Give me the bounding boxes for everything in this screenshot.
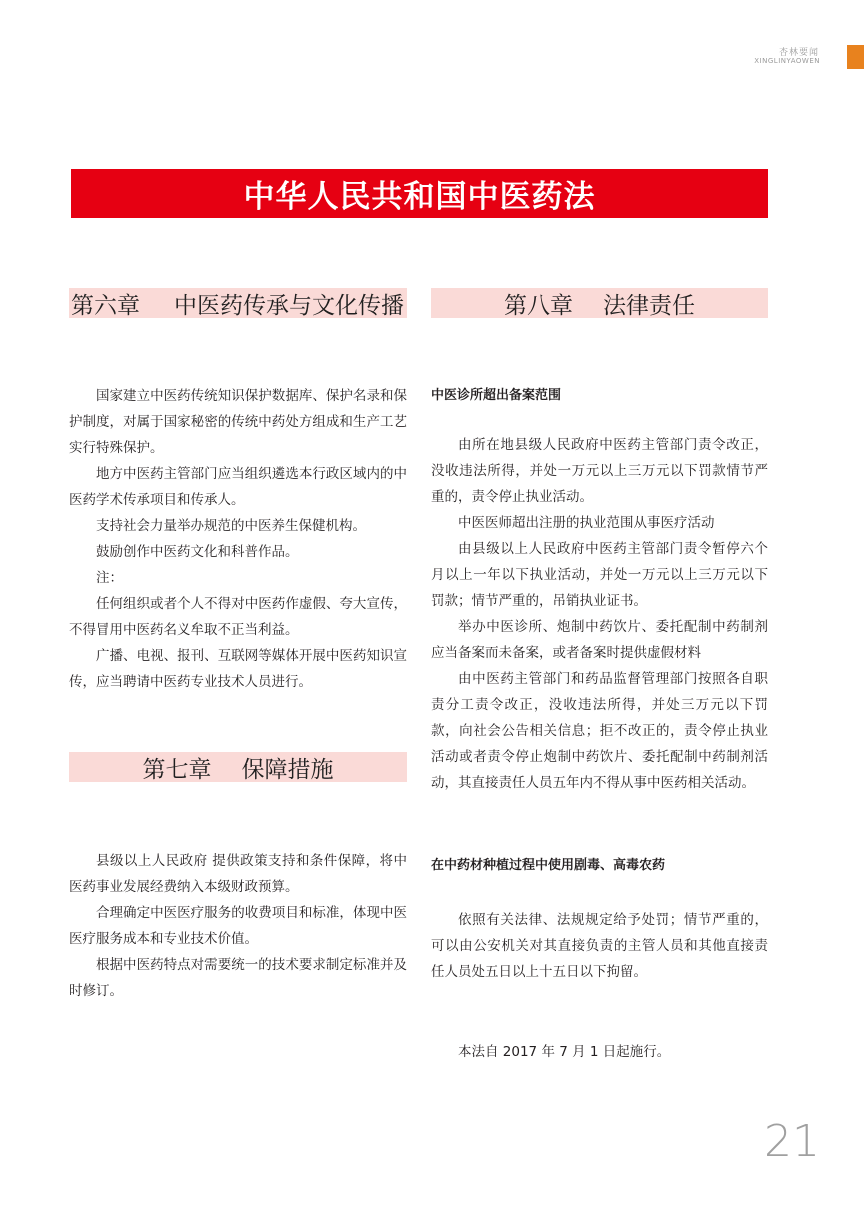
chapter7-heading — [69, 752, 407, 782]
chapter8-paragraph: 中医医师超出注册的执业范围从事医疗活动 — [458, 515, 715, 531]
section-brand-en: XINGLINYAOWEN — [754, 57, 820, 65]
chapter7-number: 第七章 — [142, 756, 212, 783]
chapter8-title: 法律责任 — [603, 292, 695, 319]
chapter6-heading — [69, 288, 407, 318]
chapter7-paragraph: 县级以上人民政府 提供政策支持和条件保障，将中医药事业发展经费纳入本级财政预算。 — [69, 853, 407, 895]
chapter7-paragraph: 合理确定中医医疗服务的收费项目和标准，体现中医医疗服务成本和专业技术价值。 — [69, 905, 407, 947]
section-tab-marker — [847, 45, 864, 69]
title-banner — [71, 169, 768, 218]
chapter8-closing — [431, 1039, 768, 1065]
chapter8-heading — [431, 288, 768, 318]
chapter6-body — [69, 383, 407, 695]
chapter6-number: 第六章 — [71, 292, 140, 319]
chapter7-title: 保障措施 — [241, 756, 334, 783]
chapter6-paragraph: 鼓励创作中医药文化和科普作品。 — [96, 544, 299, 560]
page-number: 21 — [764, 1116, 820, 1167]
chapter8-number: 第八章 — [504, 292, 573, 319]
chapter7-body — [69, 848, 407, 1004]
page-title: 中华人民共和国中医药法 — [243, 179, 596, 215]
chapter6-note-label: 注： — [96, 570, 123, 586]
chapter8-paragraph: 由县级以上人民政府中医药主管部门责令暂停六个月以上一年以下执业活动，并处一万元以上三万元以下罚款；情节严重的，吊销执业证书。 — [431, 541, 768, 609]
chapter7-paragraph: 根据中医药特点对需要统一的技术要求制定标准并及时修订。 — [69, 957, 407, 999]
chapter6-paragraph: 国家建立中医药传统知识保护数据库、保护名录和保护制度，对属于国家秘密的传统中药处方组成和生产工艺实行特殊保护。 — [69, 388, 407, 456]
chapter8-body — [431, 432, 768, 796]
chapter8-subheading-text: 中医诊所超出备案范围 — [431, 388, 562, 403]
chapter8-paragraph: 由中医药主管部门和药品监督管理部门按照各自职责分工责令改正，没收违法所得，并处三万元以下罚款，向社会公告相关信息；拒不改正的，责令停止执业活动或者责令停止炮制中药饮片、委托配制中药制剂活动，其直接责任人员五年内不得从事中医药相关活动。 — [431, 671, 768, 791]
chapter8-body-2 — [431, 907, 768, 985]
chapter8-paragraph: 依照有关法律、法规规定给予处罚；情节严重的，可以由公安机关对其直接负责的主管人员和其他直接责任人员处五日以上十五日以下拘留。 — [431, 912, 768, 980]
chapter8-subheading-1 — [431, 383, 768, 409]
chapter8-subheading-2 — [431, 853, 768, 879]
chapter6-paragraph: 地方中医药主管部门应当组织遴选本行政区域内的中医药学术传承项目和传承人。 — [69, 466, 407, 508]
effective-date-statement: 本法自 2017 年 7 月 1 日起施行。 — [458, 1044, 671, 1060]
chapter8-paragraph: 由所在地县级人民政府中医药主管部门责令改正，没收违法所得，并处一万元以上三万元以下罚款情节严重的，责令停止执业活动。 — [431, 437, 768, 505]
chapter6-paragraph: 支持社会力量举办规范的中医养生保健机构。 — [96, 518, 366, 534]
chapter6-title: 中医药传承与文化传播 — [174, 292, 404, 319]
chapter6-paragraph: 广播、电视、报刊、互联网等媒体开展中医药知识宣传，应当聘请中医药专业技术人员进行。 — [69, 648, 407, 690]
section-brand-cn: 杏林要闻 — [778, 48, 819, 58]
chapter8-paragraph: 举办中医诊所、炮制中药饮片、委托配制中药制剂应当备案而未备案，或者备案时提供虚假材料 — [431, 619, 768, 661]
chapter6-paragraph: 任何组织或者个人不得对中医药作虚假、夸大宣传，不得冒用中医药名义牟取不正当利益。 — [69, 596, 407, 638]
chapter8-subheading-text: 在中药材种植过程中使用剧毒、高毒农药 — [431, 858, 666, 873]
